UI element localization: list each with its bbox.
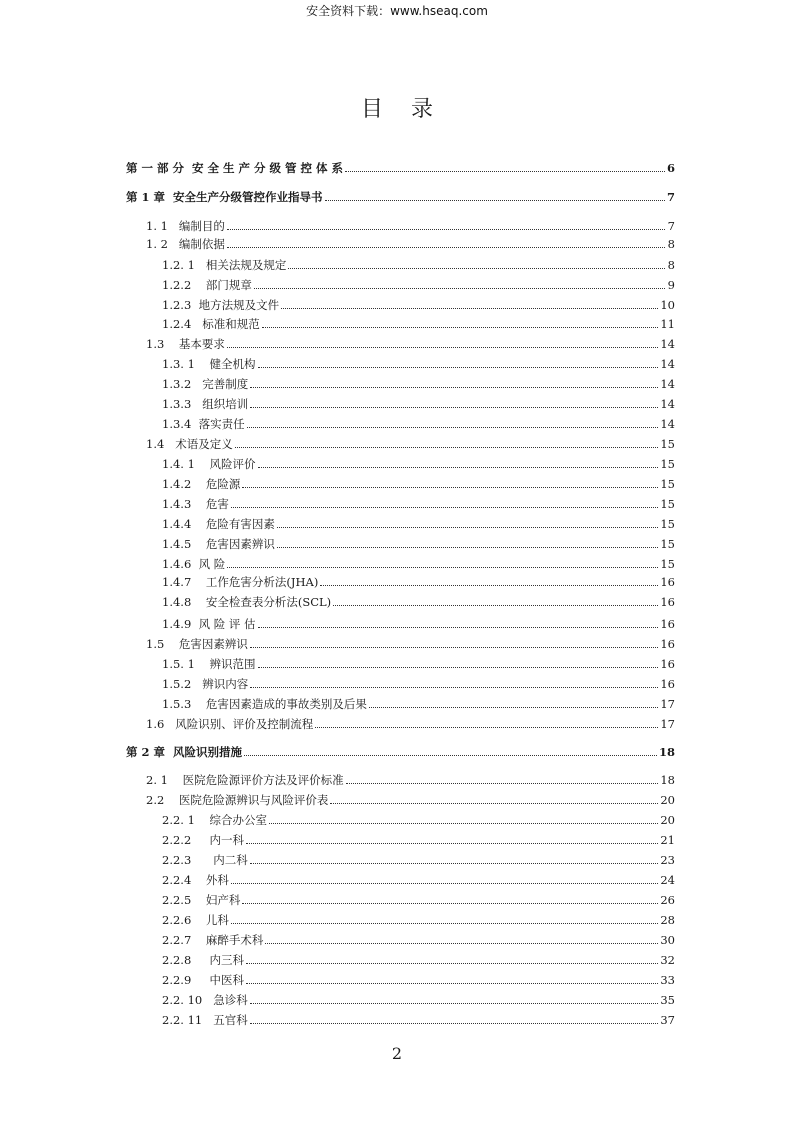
toc-entry-page: 32 [660, 953, 675, 967]
toc-leader-dots [231, 923, 658, 924]
toc-entry-label: 1.2.3 地方法规及文件 [162, 298, 280, 312]
toc-leader-dots [269, 823, 658, 824]
toc-entry[interactable] [162, 373, 675, 391]
toc-entry-page: 20 [660, 813, 675, 827]
toc-entry-page: 15 [660, 457, 675, 471]
toc-entry[interactable] [146, 333, 675, 351]
toc-entry[interactable] [162, 413, 675, 431]
toc-entry-page: 16 [660, 637, 675, 651]
toc-leader-dots [265, 943, 658, 944]
toc-entry-page: 24 [660, 873, 675, 887]
toc-entry-label: 1.2.4 标准和规范 [162, 317, 260, 331]
toc-leader-dots [315, 727, 658, 728]
toc-leader-dots [277, 547, 658, 548]
toc-entry-page: 16 [660, 657, 675, 671]
toc-entry[interactable] [162, 829, 675, 847]
toc-entry-label: 第 1 章 安全生产分级管控作业指导书 [126, 190, 323, 204]
toc-entry[interactable] [162, 274, 675, 292]
page-header: 安全资料下载：www.hseaq.com [306, 4, 488, 18]
toc-leader-dots [258, 667, 659, 668]
toc-entry-page: 7 [666, 190, 675, 204]
toc-leader-dots [333, 605, 658, 606]
toc-leader-dots [250, 647, 658, 648]
toc-entry[interactable] [162, 254, 675, 272]
toc-leader-dots [227, 567, 658, 568]
toc-entry[interactable] [146, 769, 675, 787]
toc-entry[interactable] [162, 693, 675, 711]
toc-entry[interactable] [162, 353, 675, 371]
toc-leader-dots [320, 585, 658, 586]
toc-entry-label: 1.2. 1 相关法规及规定 [162, 258, 287, 272]
toc-entry[interactable] [162, 313, 675, 331]
toc-entry-label: 1.4.5 危害因素辨识 [162, 537, 275, 551]
toc-entry-page: 14 [660, 357, 675, 371]
toc-entry[interactable] [162, 533, 675, 551]
toc-entry-label: 1.3. 1 健全机构 [162, 357, 256, 371]
toc-leader-dots [369, 707, 658, 708]
toc-entry[interactable] [126, 157, 675, 175]
toc-entry-page: 26 [660, 893, 675, 907]
toc-entry-label: 第 2 章 风险识别措施 [126, 745, 243, 759]
toc-leader-dots [346, 783, 659, 784]
toc-leader-dots [258, 367, 659, 368]
toc-leader-dots [277, 527, 658, 528]
toc-entry[interactable] [162, 673, 675, 691]
toc-entry-page: 15 [660, 517, 675, 531]
toc-entry-label: 1.3.2 完善制度 [162, 377, 249, 391]
toc-entry[interactable] [162, 294, 675, 312]
toc-entry[interactable] [162, 849, 675, 867]
toc-entry[interactable] [146, 215, 675, 233]
toc-entry[interactable] [162, 989, 675, 1007]
toc-entry-page: 15 [660, 477, 675, 491]
toc-leader-dots [227, 247, 665, 248]
toc-leader-dots [258, 627, 659, 628]
toc-entry-page: 15 [660, 537, 675, 551]
toc-entry-label: 2. 1 医院危险源评价方法及评价标准 [146, 773, 344, 787]
toc-entry-label: 2.2. 11 五官科 [162, 1013, 248, 1027]
toc-entry[interactable] [146, 633, 675, 651]
toc-entry-label: 2.2.8 内三科 [162, 953, 245, 967]
toc-leader-dots [246, 983, 658, 984]
toc-entry-label: 2.2. 1 综合办公室 [162, 813, 268, 827]
toc-leader-dots [250, 1023, 659, 1024]
toc-leader-dots [227, 347, 658, 348]
toc-entry-label: 1.4.8 安全检查表分析法(SCL) [162, 595, 332, 609]
page-number: 2 [391, 1044, 403, 1063]
toc-entry-page: 14 [660, 397, 675, 411]
toc-entry[interactable] [162, 493, 675, 511]
toc-entry[interactable] [146, 233, 675, 251]
toc-leader-dots [288, 268, 665, 269]
toc-entry-label: 1.5. 1 辨识范围 [162, 657, 256, 671]
toc-entry-label: 1.4.9 风 险 评 估 [162, 617, 256, 631]
toc-entry-label: 2.2.7 麻醉手术科 [162, 933, 264, 947]
toc-leader-dots [246, 963, 658, 964]
toc-leader-dots [250, 1003, 659, 1004]
toc-leader-dots [227, 229, 665, 230]
toc-entry-page: 8 [667, 237, 675, 251]
toc-leader-dots [242, 487, 658, 488]
toc-entry[interactable] [162, 591, 675, 609]
toc-entry-label: 2.2.3 内二科 [162, 853, 248, 867]
toc-entry-label: 2.2. 10 急诊科 [162, 993, 248, 1007]
toc-entry[interactable] [126, 186, 675, 204]
toc-entry-label: 1.4.2 危险源 [162, 477, 241, 491]
toc-entry[interactable] [162, 613, 675, 631]
toc-entry-label: 1.4.6 风 险 [162, 557, 226, 571]
toc-entry-page: 35 [660, 993, 675, 1007]
toc-entry-page: 16 [660, 617, 675, 631]
toc-entry-page: 6 [666, 161, 675, 175]
toc-leader-dots [345, 171, 665, 172]
toc-entry-page: 28 [660, 913, 675, 927]
toc-entry[interactable] [162, 473, 675, 491]
toc-entry[interactable] [146, 789, 675, 807]
toc-leader-dots [281, 308, 658, 309]
toc-entry-label: 2.2.2 内一科 [162, 833, 245, 847]
toc-entry-label: 1.3.3 组织培训 [162, 397, 249, 411]
toc-entry[interactable] [162, 909, 675, 927]
toc-entry[interactable] [162, 553, 675, 571]
toc-entry[interactable] [162, 889, 675, 907]
toc-entry-page: 15 [660, 557, 675, 571]
toc-leader-dots [247, 427, 659, 428]
toc-leader-dots [262, 327, 659, 328]
toc-entry-page: 9 [667, 278, 675, 292]
toc-entry-label: 1. 2 编制依据 [146, 237, 225, 251]
toc-entry-page: 18 [658, 745, 675, 759]
toc-entry-label: 2.2.4 外科 [162, 873, 229, 887]
toc-entry-page: 14 [660, 417, 675, 431]
toc-entry-page: 23 [660, 853, 675, 867]
toc-entry-page: 16 [660, 595, 675, 609]
toc-entry[interactable] [146, 713, 675, 731]
toc-entry-page: 8 [667, 258, 675, 272]
toc-leader-dots [325, 200, 665, 201]
toc-entry[interactable] [146, 433, 675, 451]
page-title: 目录 [360, 97, 461, 122]
toc-entry[interactable] [162, 393, 675, 411]
toc-leader-dots [244, 755, 657, 756]
toc-entry[interactable] [162, 809, 675, 827]
toc-entry[interactable] [162, 969, 675, 987]
toc-entry[interactable] [162, 1009, 675, 1027]
toc-entry-page: 7 [667, 219, 675, 233]
toc-leader-dots [250, 387, 658, 388]
toc-leader-dots [250, 863, 659, 864]
toc-entry-label: 1.4.7 工作危害分析法(JHA) [162, 575, 319, 589]
toc-entry-page: 20 [660, 793, 675, 807]
toc-entry-page: 16 [660, 575, 675, 589]
toc-entry-label: 第 一 部 分 安 全 生 产 分 级 管 控 体 系 [126, 161, 344, 175]
toc-entry[interactable] [126, 741, 675, 759]
toc-entry-page: 16 [660, 677, 675, 691]
toc-entry-page: 10 [660, 298, 675, 312]
toc-entry[interactable] [162, 949, 675, 967]
toc-entry[interactable] [162, 869, 675, 887]
toc-leader-dots [235, 447, 659, 448]
toc-entry-page: 15 [660, 437, 675, 451]
toc-entry-page: 33 [660, 973, 675, 987]
toc-leader-dots [231, 883, 658, 884]
toc-leader-dots [242, 903, 658, 904]
toc-entry-page: 30 [660, 933, 675, 947]
toc-leader-dots [330, 803, 658, 804]
toc-leader-dots [250, 407, 658, 408]
toc-entry-label: 2.2 医院危险源辨识与风险评价表 [146, 793, 329, 807]
toc-entry-label: 1.3 基本要求 [146, 337, 225, 351]
toc-entry-page: 15 [660, 497, 675, 511]
toc-leader-dots [258, 467, 659, 468]
toc-entry[interactable] [162, 571, 675, 589]
toc-entry-page: 11 [660, 317, 675, 331]
toc-entry-page: 17 [660, 697, 675, 711]
toc-leader-dots [231, 507, 658, 508]
toc-entry-label: 1. 1 编制目的 [146, 219, 225, 233]
toc-entry-label: 1.2.2 部门规章 [162, 278, 252, 292]
toc-entry-page: 18 [660, 773, 675, 787]
toc-entry[interactable] [162, 513, 675, 531]
toc-entry-label: 2.2.9 中医科 [162, 973, 245, 987]
toc-entry-label: 1.3.4 落实责任 [162, 417, 245, 431]
toc-entry-label: 1.4.4 危险有害因素 [162, 517, 275, 531]
toc-entry[interactable] [162, 929, 675, 947]
toc-entry-page: 17 [660, 717, 675, 731]
toc-entry-page: 21 [660, 833, 675, 847]
toc-entry-label: 1.5.2 辨识内容 [162, 677, 249, 691]
toc-entry-label: 1.4. 1 风险评价 [162, 457, 256, 471]
toc-leader-dots [246, 843, 658, 844]
toc-leader-dots [254, 288, 665, 289]
toc-entry-label: 1.6 风险识别、评价及控制流程 [146, 717, 314, 731]
toc-entry-page: 37 [660, 1013, 675, 1027]
toc-entry-page: 14 [660, 337, 675, 351]
toc-entry-label: 2.2.5 妇产科 [162, 893, 241, 907]
toc-entry-label: 2.2.6 儿科 [162, 913, 229, 927]
toc-entry-label: 1.5 危害因素辨识 [146, 637, 248, 651]
toc-entry[interactable] [162, 653, 675, 671]
toc-entry-label: 1.5.3 危害因素造成的事故类别及后果 [162, 697, 367, 711]
toc-leader-dots [250, 687, 658, 688]
toc-entry-label: 1.4 术语及定义 [146, 437, 233, 451]
toc-entry-page: 14 [660, 377, 675, 391]
toc-entry-label: 1.4.3 危害 [162, 497, 229, 511]
toc-entry[interactable] [162, 453, 675, 471]
